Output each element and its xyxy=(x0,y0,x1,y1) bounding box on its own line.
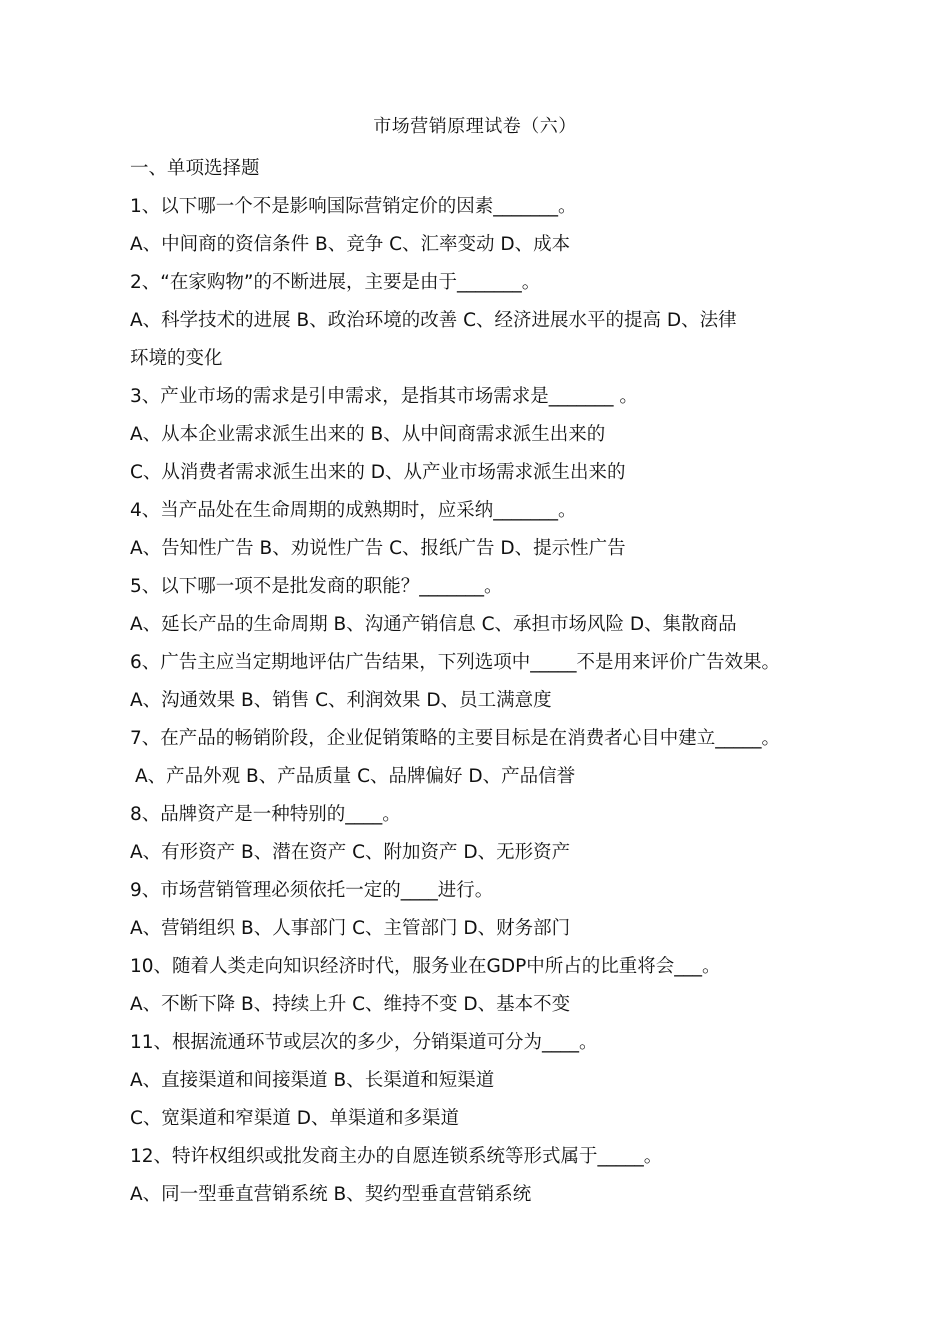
question-1-options: A、中间商的资信条件 B、竞争 C、汇率变动 D、成本 xyxy=(130,234,571,255)
question-1: 1、以下哪一个不是影响国际营销定价的因素_______。 xyxy=(130,196,577,217)
question-2-options-continued: 环境的变化 xyxy=(130,348,223,369)
question-5: 5、以下哪一项不是批发商的职能？_______。 xyxy=(130,576,503,597)
question-6: 6、广告主应当定期地评估广告结果，下列选项中_____不是用来评价广告效果。 xyxy=(130,652,781,673)
question-11: 11、根据流通环节或层次的多少，分销渠道可分为____。 xyxy=(130,1032,598,1053)
question-5-options: A、延长产品的生命周期 B、沟通产销信息 C、承担市场风险 D、集散商品 xyxy=(130,614,737,635)
question-10-options: A、不断下降 B、持续上升 C、维持不变 D、基本不变 xyxy=(130,994,571,1015)
question-3-options-ab: A、从本企业需求派生出来的 B、从中间商需求派生出来的 xyxy=(130,424,606,445)
page-title: 市场营销原理试卷（六） xyxy=(373,116,577,137)
question-4: 4、当产品处在生命周期的成熟期时，应采纳_______。 xyxy=(130,500,577,521)
question-12-options: A、同一型垂直营销系统 B、契约型垂直营销系统 xyxy=(130,1184,532,1205)
question-12: 12、特许权组织或批发商主办的自愿连锁系统等形式属于_____。 xyxy=(130,1146,663,1167)
question-4-options: A、告知性广告 B、劝说性广告 C、报纸广告 D、提示性广告 xyxy=(130,538,626,559)
question-9: 9、市场营销管理必须依托一定的____进行。 xyxy=(130,880,494,901)
question-8: 8、品牌资产是一种特别的____。 xyxy=(130,804,401,825)
question-11-options-ab: A、直接渠道和间接渠道 B、长渠道和短渠道 xyxy=(130,1070,495,1091)
question-3: 3、产业市场的需求是引申需求，是指其市场需求是_______ 。 xyxy=(130,386,638,407)
question-8-options: A、有形资产 B、潜在资产 C、附加资产 D、无形资产 xyxy=(130,842,571,863)
question-6-options: A、沟通效果 B、销售 C、利润效果 D、员工满意度 xyxy=(130,690,552,711)
question-10: 10、随着人类走向知识经济时代，服务业在GDP中所占的比重将会___。 xyxy=(130,956,721,977)
question-11-options-cd: C、宽渠道和窄渠道 D、单渠道和多渠道 xyxy=(130,1108,460,1129)
question-2-options: A、科学技术的进展 B、政治环境的改善 C、经济进展水平的提高 D、法律 xyxy=(130,310,737,331)
question-2: 2、“在家购物”的不断进展，主要是由于_______。 xyxy=(130,272,541,293)
exam-content xyxy=(130,150,830,1214)
question-3-options-cd: C、从消费者需求派生出来的 D、从产业市场需求派生出来的 xyxy=(130,462,626,483)
question-7: 7、在产品的畅销阶段，企业促销策略的主要目标是在消费者心目中建立_____。 xyxy=(130,728,781,749)
question-7-options: A、产品外观 B、产品质量 C、品牌偏好 D、产品信誉 xyxy=(135,766,576,787)
question-9-options: A、营销组织 B、人事部门 C、主管部门 D、财务部门 xyxy=(130,918,571,939)
section-heading: 一、单项选择题 xyxy=(130,158,260,179)
